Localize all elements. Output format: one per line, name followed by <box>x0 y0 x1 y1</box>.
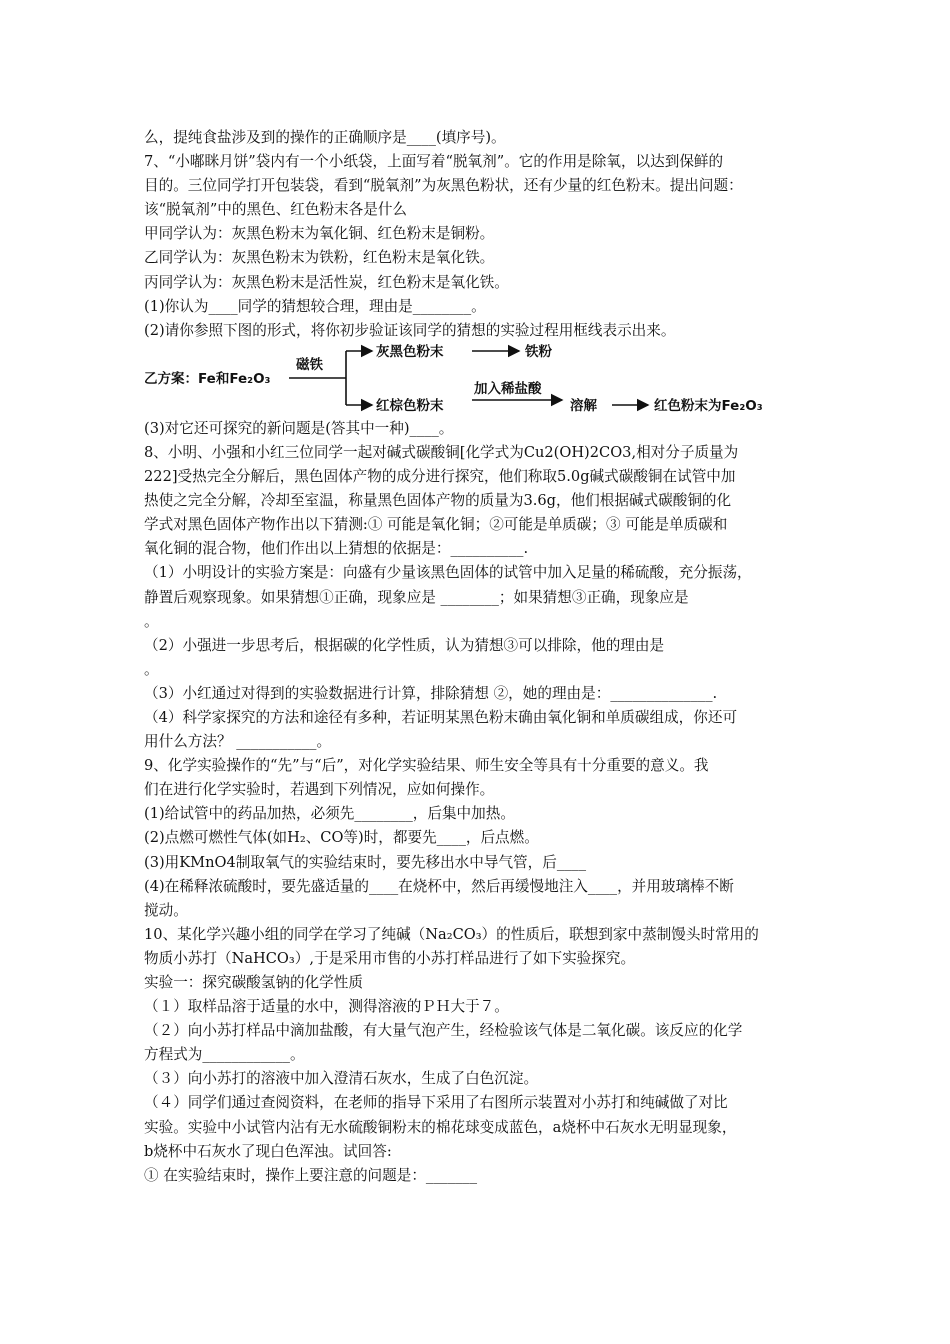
text-line: 用什么方法？ ___________。 <box>144 733 332 751</box>
text-line: 乙同学认为：灰黑色粉末为铁粉，红色粉末是氧化铁。 <box>144 249 495 267</box>
text-line: (4)在稀释浓硫酸时，要先盛适量的____在烧杯中，然后再缓慢地注入____，并用玻璃棒不断 <box>144 877 734 895</box>
text-line: 方程式为____________。 <box>144 1046 305 1064</box>
text-line: 实验一：探究碳酸氢钠的化学性质 <box>144 974 363 991</box>
magnet-label: 磁铁 <box>296 356 323 373</box>
text-line: 静置后观察现象。如果猜想①正确，现象应是 ________；如果猜想③正确，现象应是 <box>144 588 689 606</box>
bottom-product-label: 红棕色粉末 <box>376 397 444 414</box>
text-line: 实验。实验中小试管内沾有无水硫酸铜粉末的棉花球变成蓝色，a烧杯中石灰水无明显现象， <box>144 1118 737 1136</box>
text-line: （２）向小苏打样品中滴加盐酸，有大量气泡产生，经检验该气体是二氧化碳。该反应的化学 <box>144 1022 743 1040</box>
text-line: 甲同学认为：灰黑色粉末为氧化铜、红色粉末是铜粉。 <box>144 225 495 243</box>
text-line: 10、某化学兴趣小组的同学在学习了纯碱（Na₂CO₃）的性质后，联想到家中蒸制馒头时常用的 <box>144 925 759 943</box>
text-line: 9、化学实验操作的“先”与“后”，对化学实验结果、师生安全等具有十分重要的意义。我 <box>144 757 709 775</box>
text-line: （４）同学们通过查阅资料，在老师的指导下采用了右图所示装置对小苏打和纯碱做了对比 <box>144 1094 728 1112</box>
scheme-svg <box>144 343 816 417</box>
text-line: （1）小明设计的实验方案是：向盛有少量该黑色固体的试管中加入足量的稀硫酸，充分振荡， <box>144 564 752 582</box>
scheme-label: 乙方案：Fe和Fe₂O₃ <box>144 370 271 387</box>
bottom-result-label: 红色粉末为Fe₂O₃ <box>654 397 763 414</box>
text-line: 搅动。 <box>144 901 188 919</box>
text-line: 目的。三位同学打开包装袋，看到“脱氧剂”为灰黑色粉状，还有少量的红色粉末。提出问题： <box>144 177 743 195</box>
text-line: (3)对它还可探究的新问题是(答其中一种)____。 <box>144 419 454 437</box>
text-line: (2)请你参照下图的形式，将你初步验证该同学的猜想的实验过程用框线表示出来。 <box>144 321 676 339</box>
text-block-after-diagram <box>144 417 816 1188</box>
text-line: 物质小苏打（NaHCO₃）,于是采用市售的小苏打样品进行了如下实验探究。 <box>144 949 636 967</box>
text-line: 8、小明、小强和小红三位同学一起对碱式碳酸铜[化学式为Cu2(OH)2CO3,相对分子质量为 <box>144 443 739 461</box>
dissolve-label: 溶解 <box>570 397 597 414</box>
separation-scheme-diagram <box>144 343 816 417</box>
text-line: （2）小强进一步思考后，根据碳的化学性质，认为猜想③可以排除，他的理由是 <box>144 636 665 654</box>
text-line: 该“脱氧剂”中的黑色、红色粉末各是什么 <box>144 201 408 219</box>
text-line: b烧杯中石灰水了现白色浑浊。试回答: <box>144 1142 392 1160</box>
top-product-label: 灰黑色粉末 <box>376 343 444 360</box>
text-line: 热使之完全分解，冷却至室温，称量黑色固体产物的质量为3.6g，他们根据碱式碳酸铜的化 <box>144 492 732 510</box>
text-line: （３）向小苏打的溶液中加入澄清石灰水，生成了白色沉淀。 <box>144 1070 539 1088</box>
text-line: 222]受热完全分解后，黑色固体产物的成分进行探究，他们称取5.0g碱式碳酸铜在试管中加 <box>144 468 736 486</box>
text-line: （4）科学家探究的方法和途径有多种，若证明某黑色粉末确由氧化铜和单质碳组成，你还可 <box>144 708 738 726</box>
text-line: 氧化铜的混合物，他们作出以上猜想的依据是：__________. <box>144 540 529 558</box>
text-line: ① 在实验结束时，操作上要注意的问题是：_______ <box>144 1166 478 1184</box>
top-result-label: 铁粉 <box>525 343 552 360</box>
text-line: 们在进行化学实验时，若遇到下列情况，应如何操作。 <box>144 781 495 799</box>
text-line: （3）小红通过对得到的实验数据进行计算，排除猜想 ②，她的理由是：______________. <box>144 684 718 702</box>
document-page <box>144 126 816 1188</box>
text-line: 。 <box>144 660 159 678</box>
text-line: (1)给试管中的药品加热，必须先________，后集中加热。 <box>144 805 515 823</box>
text-line: (3)用KMnO4制取氧气的实验结束时，要先移出水中导气管，后____ <box>144 853 587 871</box>
text-line: 么，提纯食盐涉及到的操作的正确顺序是____(填序号)。 <box>144 129 506 146</box>
text-line: 。 <box>144 612 159 630</box>
text-line: 丙同学认为：灰黑色粉末是活性炭，红色粉末是氧化铁。 <box>144 273 509 291</box>
text-block-before-diagram <box>144 126 816 343</box>
text-line: （１）取样品溶于适量的水中，测得溶液的ＰＨ大于７。 <box>144 998 509 1016</box>
text-line: (2)点燃可燃性气体(如H₂、CO等)时，都要先____，后点燃。 <box>144 829 539 847</box>
text-line: 学式对黑色固体产物作出以下猜测:① 可能是氧化铜；②可能是单质碳；③ 可能是单质碳和 <box>144 516 728 534</box>
text-line: 7、“小嘟眯月饼”袋内有一个小纸袋，上面写着“脱氧剂”。它的作用是除氧，以达到保鲜的 <box>144 153 724 171</box>
text-line: (1)你认为____同学的猜想较合理，理由是________。 <box>144 297 486 315</box>
acid-label: 加入稀盐酸 <box>474 380 542 397</box>
